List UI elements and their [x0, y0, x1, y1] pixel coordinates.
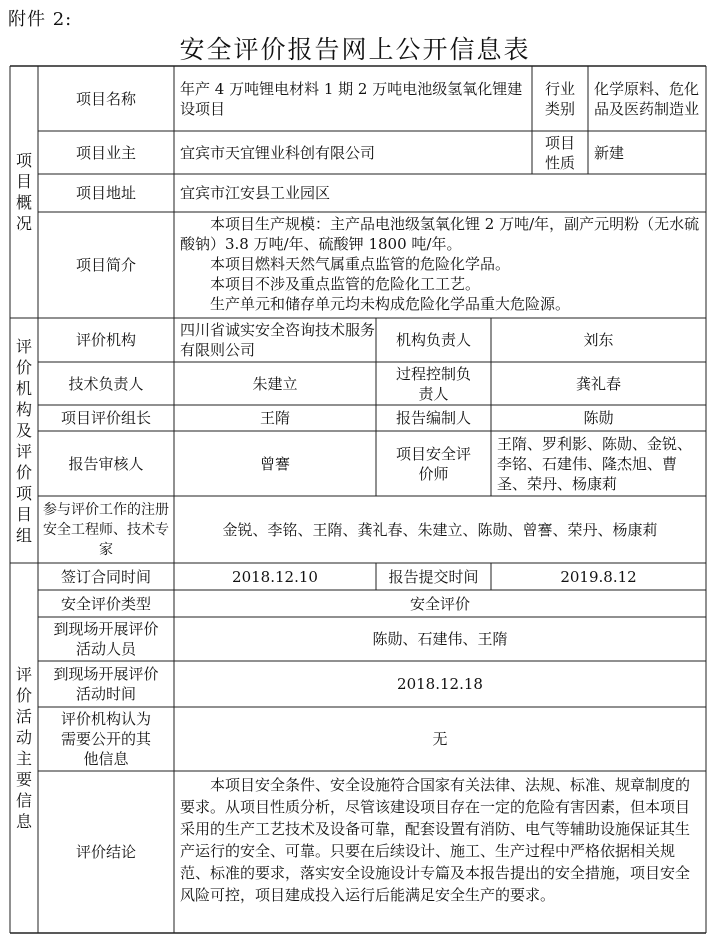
evaluation-type-label: 安全评价类型 [60, 594, 151, 613]
page-title: 安全评价报告网上公开信息表 [179, 35, 531, 64]
agency-head-label: 机构负责人 [395, 331, 471, 349]
evaluator-label: 项目安全评价师 [396, 444, 472, 483]
intro-line: 本项目不涉及重点监管的危险化工工艺。 [210, 275, 481, 293]
project-address-label: 项目地址 [75, 184, 136, 202]
submit-time-label: 报告提交时间 [388, 567, 479, 586]
attachment-label: 附件 2: [8, 9, 73, 30]
section-char: 项 [15, 483, 32, 503]
section-activity [10, 563, 38, 933]
intro-line: 生产单元和储存单元均未构成危险化学品重大危险源。 [210, 295, 571, 313]
tech-head-value: 朱建立 [252, 374, 298, 393]
site-time-value: 2018.12.18 [397, 675, 483, 693]
engineers-label: 参与评价工作的注册安全工程师、技术专家 [43, 501, 169, 558]
section-char: 活 [15, 707, 32, 726]
industry-value: 化学原料、危化品及医药制造业 [594, 79, 700, 118]
section-char: 要 [15, 770, 32, 789]
project-intro-label: 项目简介 [75, 256, 136, 274]
conclusion-value [174, 771, 706, 933]
reviewer-label: 报告审核人 [68, 454, 144, 473]
section-char: 价 [15, 462, 32, 482]
engineers-value: 金锐、李铭、王隋、龚礼春、朱建立、陈勋、曾謇、荣丹、杨康莉 [222, 520, 658, 539]
conclusion-label: 评价结论 [75, 843, 136, 861]
section-char: 信 [15, 791, 32, 810]
evaluator-value: 王隋、罗利影、陈勋、金锐、李铭、石建伟、隆杰旭、曹圣、荣丹、杨康莉 [497, 434, 693, 493]
section-agency [10, 318, 38, 563]
report-writer-label: 报告编制人 [395, 409, 471, 427]
contract-time-value: 2018.12.10 [232, 567, 318, 586]
process-head-value: 龚礼春 [575, 374, 621, 393]
conclusion-text: 本项目安全条件、安全设施符合国家有关法律、法规、标准、规章制度的要求。从项目性质分析，尽管该建设项目存在一定的危险有害因素，但本项目采用的生产工艺技术及设备可靠，配套设置有消防、电气等辅助设施保证其生产运行的安全、可靠。只要在后续设计、施工、生产过程中严格依据相关规范、标准的要求，落实安全设施设计专篇及本报告提出的安全措施，项目安全风险可控，项目建成投入运行后能满足安全生产的要求。 [180, 776, 691, 904]
contract-time-label: 签订合同时间 [60, 567, 151, 586]
section-char: 评 [15, 665, 32, 684]
section-char: 机 [15, 378, 32, 398]
other-info-value: 无 [432, 730, 448, 748]
section-char: 项 [15, 151, 32, 170]
project-nature-value: 新建 [594, 143, 625, 162]
section-char: 况 [15, 214, 32, 233]
submit-time-value: 2019.8.12 [560, 567, 637, 586]
other-info-label: 评价机构认为需要公开的其他信息 [60, 710, 151, 768]
project-intro [174, 212, 706, 318]
section-char: 评 [15, 441, 32, 461]
site-time-label: 到现场开展评价活动时间 [53, 665, 159, 703]
project-owner-label: 项目业主 [75, 143, 136, 162]
section-char: 构 [15, 399, 32, 419]
reviewer-value: 曾謇 [259, 454, 290, 473]
tech-head-label: 技术负责人 [68, 374, 144, 393]
section-char: 主 [15, 749, 32, 768]
intro-line: 本项目燃料天然气属重点监管的危险化学品。 [210, 255, 511, 273]
site-people-value: 陈勋、石建伟、王隋 [372, 630, 508, 648]
industry-label: 行业类别 [544, 79, 575, 118]
process-head-label: 过程控制负责人 [396, 364, 472, 403]
site-people-label: 到现场开展评价活动人员 [53, 620, 159, 658]
section-char: 价 [15, 686, 32, 705]
section-char: 价 [15, 357, 32, 377]
section-overview [10, 66, 38, 318]
evaluation-type-value: 安全评价 [409, 594, 470, 613]
section-char: 动 [15, 728, 32, 747]
project-name-label: 项目名称 [75, 89, 136, 108]
report-writer-value: 陈勋 [583, 409, 614, 427]
project-name-value: 年产 4 万吨锂电材料 1 期 2 万吨电池级氢氧化锂建设项目 [180, 79, 523, 118]
team-leader-label: 项目评价组长 [60, 409, 151, 427]
section-char: 组 [15, 525, 32, 545]
agency-org-value: 四川省诚实安全咨询技术服务有限则公司 [180, 321, 376, 359]
intro-line: 本项目生产规模：主产品电池级氢氧化锂 2 万吨/年，副产元明粉（无水硫酸钠）3.8 万吨/年、硫酸钾 1800 吨/年。 [180, 215, 700, 253]
section-char: 息 [15, 812, 32, 831]
section-char: 目 [15, 172, 32, 191]
project-nature-label: 项目性质 [544, 133, 575, 172]
agency-head-value: 刘东 [583, 331, 614, 349]
section-char: 及 [15, 420, 32, 440]
section-char: 目 [15, 504, 32, 524]
section-char: 概 [15, 193, 32, 212]
project-address-value: 宜宾市江安县工业园区 [180, 184, 331, 202]
agency-org-label: 评价机构 [75, 331, 136, 349]
project-owner-value: 宜宾市天宜锂业科创有限公司 [180, 143, 376, 162]
team-leader-value: 王隋 [259, 409, 290, 427]
section-char: 评 [15, 336, 32, 356]
